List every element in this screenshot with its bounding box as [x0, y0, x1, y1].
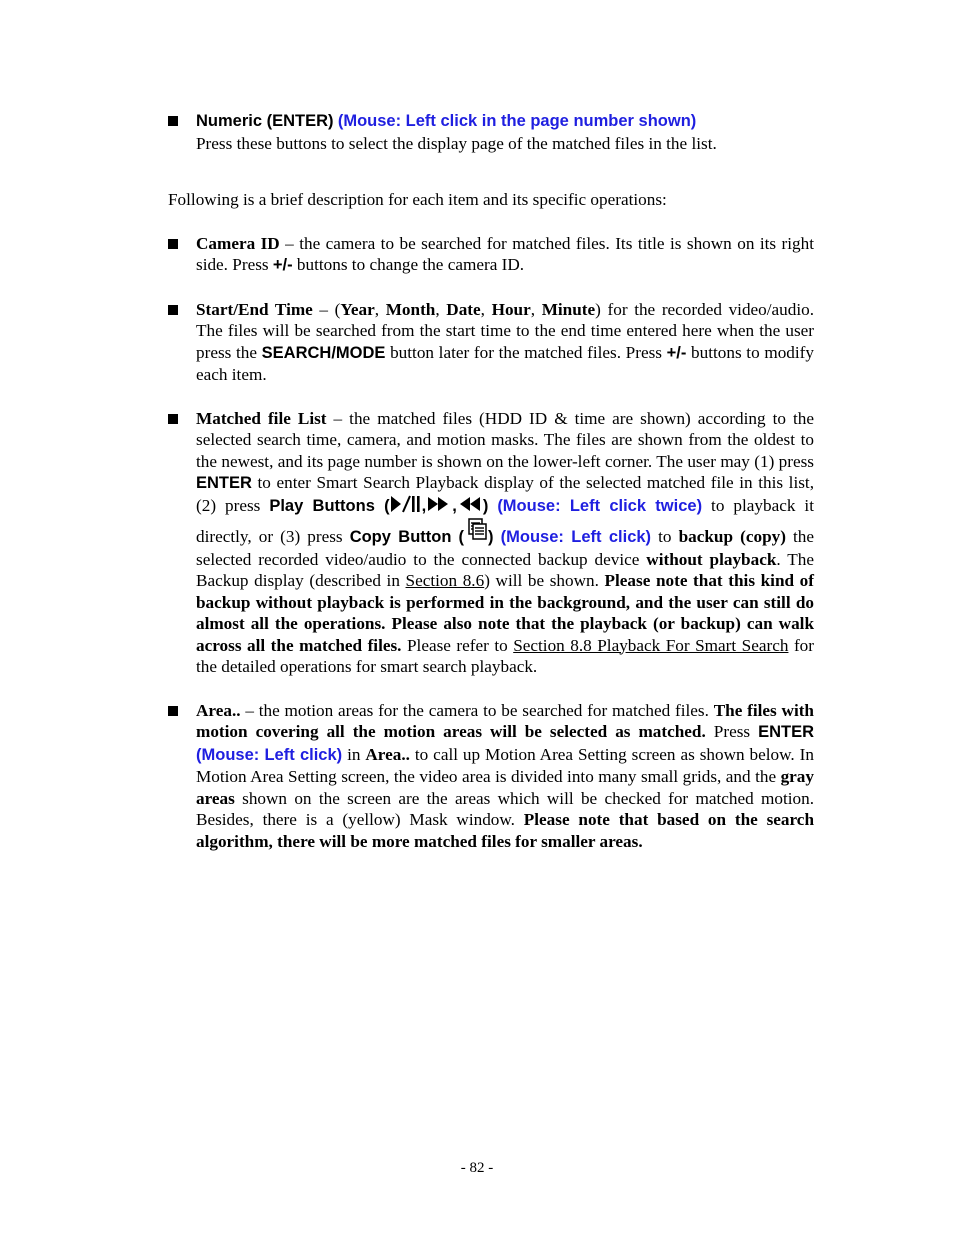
- separator: ,: [480, 299, 492, 319]
- start-end-text-2: ) for the recorded video/audio. The files will be searched from the start time to the end time entered here when the user press the: [196, 299, 815, 362]
- matched-text-5: the selected recorded video/audio to the connected backup device: [196, 527, 815, 569]
- matched-text-9: for the detailed operations for smart search playback.: [196, 635, 814, 676]
- area-text-5: shown on the screen are the areas which will be checked for matched motion. Besides, there is a (yellow) Mask window.: [196, 788, 814, 829]
- minute-label: Minute: [541, 299, 596, 319]
- backup-note: Please note that this kind of backup without playback is performed in the background, and the user can still do almost all the operations. Please also note that the playback (or backup) can walk across all the matched files.: [196, 571, 814, 655]
- document-body: [168, 110, 814, 852]
- without-playback-text: without playback: [646, 549, 777, 569]
- page-number: - 82 -: [460, 1160, 494, 1176]
- area-ref: Area..: [365, 744, 410, 764]
- start-end-time-item: [168, 299, 814, 386]
- matched-text-6: . The Backup display (described in: [196, 549, 814, 590]
- separator: ,: [435, 299, 447, 319]
- area-title: Area..: [196, 700, 241, 720]
- start-end-title: Start/End Time: [196, 299, 313, 319]
- area-text-2: Press: [705, 722, 759, 741]
- play-pause-icon: [390, 495, 422, 519]
- area-item: [168, 700, 814, 853]
- hour-label: Hour: [491, 299, 531, 319]
- mouse-hint-twice: (Mouse: Left click twice): [497, 496, 703, 515]
- matched-text-1: – the matched files (HDD ID & time are shown) according to the selected search time, camera, and motion masks. The files are shown from the oldest to the newest, and its page number is shown on the lower-left corner. The user may (1) press: [196, 408, 814, 471]
- separator: ,: [530, 299, 542, 319]
- mouse-hint-click: (Mouse: Left click): [500, 528, 652, 546]
- fast-forward-icon: [426, 495, 452, 519]
- numeric-item: [168, 110, 814, 154]
- camera-id-text-end: buttons to change the camera ID.: [292, 255, 525, 274]
- section-8-8-link[interactable]: Section 8.8 Playback For Smart Search: [513, 635, 789, 655]
- start-end-text: – (: [312, 299, 341, 319]
- area-note-1: The files with motion covering all the motion areas will be selected as matched.: [196, 700, 814, 741]
- separator: ,: [374, 299, 386, 319]
- matched-text-3: to playback it directly, or (3) press: [196, 495, 814, 546]
- matched-title: Matched file List: [196, 408, 327, 428]
- matched-text-7: ) will be shown.: [484, 571, 605, 590]
- comma: ,: [421, 496, 427, 515]
- camera-id-title: Camera ID: [196, 233, 280, 253]
- intro-text: Following is a brief description for each item and its specific operations:: [168, 190, 667, 209]
- search-mode-key: SEARCH/MODE: [261, 343, 386, 362]
- bullet-icon: [168, 414, 178, 424]
- area-text-3: in: [342, 744, 366, 764]
- start-end-text-3: button later for the matched files. Press: [385, 342, 667, 362]
- bullet-icon: [168, 116, 178, 126]
- camera-id-text: – the camera to be searched for matched files. Its title is shown on its right side. Press: [196, 233, 814, 274]
- year-label: Year: [340, 299, 375, 319]
- copy-button-label: Copy Button: [349, 528, 452, 546]
- bullet-icon: [168, 239, 178, 249]
- backup-copy-text: backup (copy): [678, 527, 786, 546]
- numeric-mouse-hint: (Mouse: Left click in the page number shown): [337, 112, 697, 130]
- mouse-hint-click: (Mouse: Left click): [196, 745, 343, 764]
- matched-text-4: to: [651, 527, 679, 546]
- close-paren: ): [488, 528, 494, 546]
- section-8-6-link[interactable]: Section 8.6: [405, 571, 485, 590]
- numeric-title: Numeric (ENTER): [196, 112, 334, 130]
- plus-minus-key: +/-: [272, 256, 293, 274]
- start-end-text-4: buttons to modify each item.: [196, 342, 814, 384]
- gray-areas-text: gray areas: [196, 767, 814, 808]
- camera-id-item: [168, 233, 814, 277]
- bullet-icon: [168, 305, 178, 315]
- matched-file-list-item: [168, 408, 814, 678]
- area-text-1: – the motion areas for the camera to be searched for matched files.: [240, 700, 714, 720]
- copy-icon: [464, 518, 488, 546]
- enter-key: ENTER: [196, 474, 252, 492]
- play-buttons-label: Play Buttons (: [269, 496, 390, 515]
- close-paren: ): [482, 496, 489, 515]
- rewind-icon: [457, 495, 483, 519]
- matched-text-2: to enter Smart Search Playback display of the selected matched file in this list, (2) press: [196, 473, 814, 515]
- area-text-4: to call up Motion Area Setting screen as shown below. In Motion Area Setting screen, the video area is divided into many small grids, and the: [196, 744, 814, 786]
- matched-text-8: Please refer to: [401, 635, 514, 655]
- date-label: Date: [446, 299, 481, 319]
- numeric-desc: Press these buttons to select the display page of the matched files in the list.: [196, 133, 717, 153]
- plus-minus-key: +/-: [666, 343, 687, 362]
- open-paren: (: [458, 528, 465, 546]
- enter-key: ENTER: [758, 723, 814, 741]
- month-label: Month: [385, 299, 436, 319]
- area-note-2: Please note that based on the search algorithm, there will be more matched files for smaller areas.: [196, 810, 814, 851]
- bullet-icon: [168, 706, 178, 716]
- comma: ,: [452, 496, 457, 515]
